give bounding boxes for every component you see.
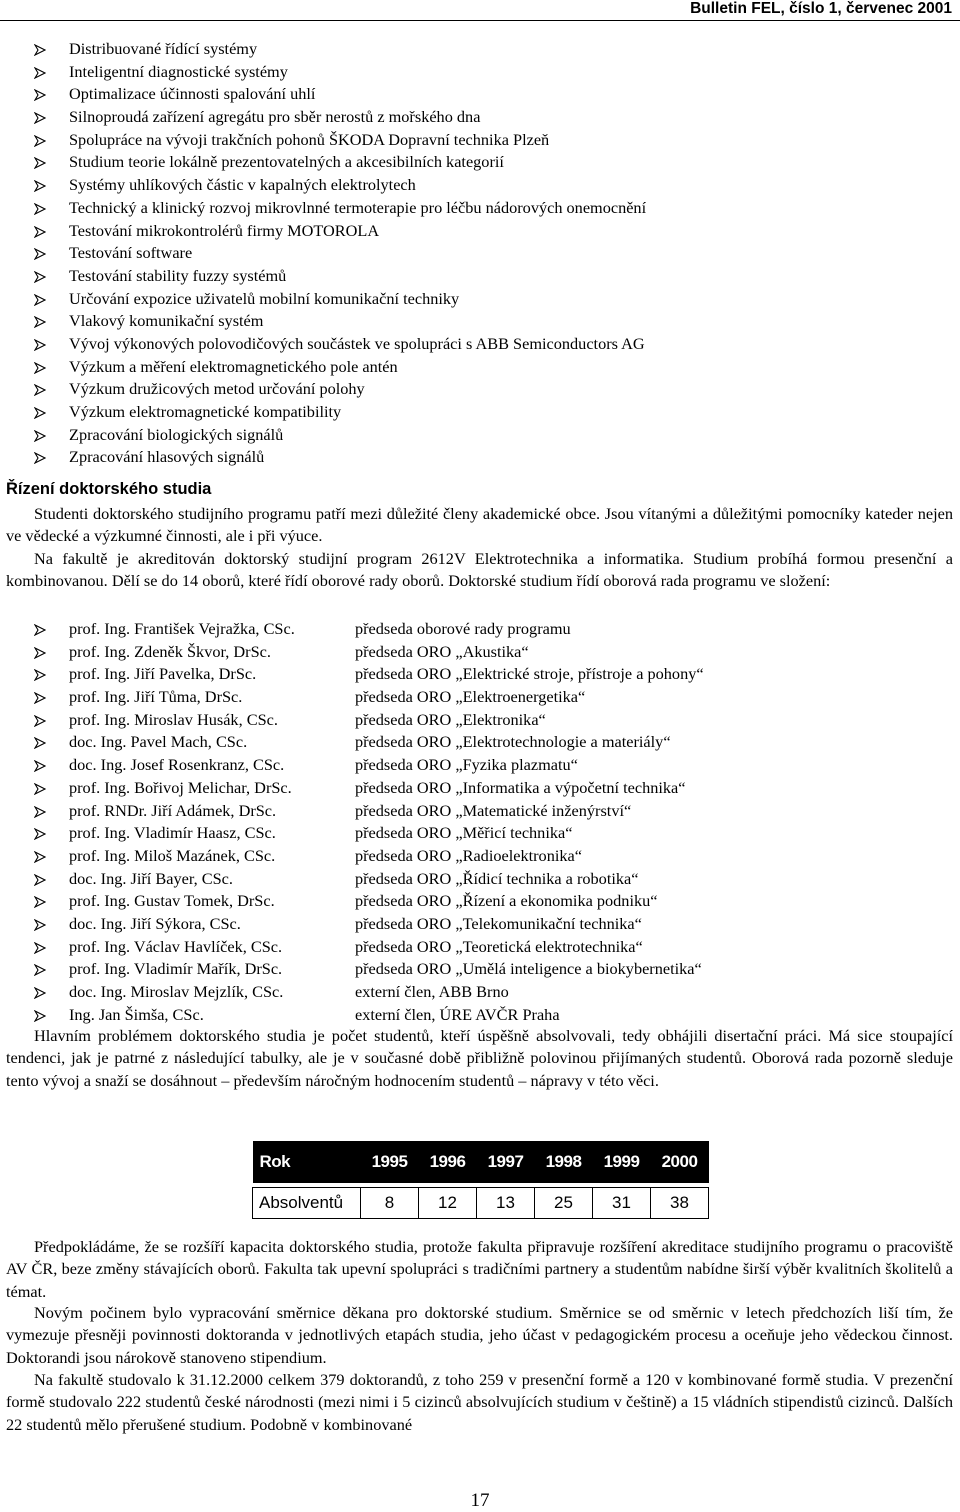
member-role: předseda ORO „Telekomunikační technika“: [355, 913, 642, 933]
topic-text: Inteligentní diagnostické systémy: [69, 61, 288, 81]
topic-text: Výzkum elektromagnetické kompatibility: [69, 402, 342, 421]
topic-text: Testování stability fuzzy systémů: [69, 265, 287, 285]
arrow-bullet-icon: [34, 715, 46, 727]
table-cell: 13: [477, 1188, 535, 1219]
table-cell: 8: [361, 1188, 419, 1219]
member-role: externí člen, ABB Brno: [355, 982, 509, 1001]
arrow-bullet-icon: [34, 407, 46, 419]
member-name: prof. Ing. Bořivoj Melichar, DrSc.: [69, 777, 292, 797]
member-role: předseda ORO „Elektroenergetika“: [355, 687, 586, 707]
member-role: předseda ORO „Informatika a výpočetní technika“: [355, 777, 686, 797]
graduates-table: [252, 1141, 709, 1219]
arrow-bullet-icon: [34, 203, 46, 215]
arrow-bullet-icon: [34, 112, 46, 124]
header-rule: [0, 20, 960, 21]
table-cell: 38: [651, 1188, 709, 1219]
arrow-bullet-icon: [34, 828, 46, 840]
arrow-bullet-icon: [34, 316, 46, 328]
member-role: předseda ORO „Akustika“: [355, 641, 529, 661]
topic-text: Testování mikrokontrolérů firmy MOTOROLA: [69, 220, 380, 240]
arrow-bullet-icon: [34, 783, 46, 795]
topic-text: Vlakový komunikační systém: [69, 311, 264, 331]
arrow-bullet-icon: [34, 226, 46, 238]
member-name: prof. Ing. Vladimír Haasz, CSc.: [69, 823, 276, 843]
arrow-bullet-icon: [34, 135, 46, 147]
arrow-bullet-icon: [34, 692, 46, 704]
page-number: 17: [470, 1490, 490, 1511]
table-year: 2000: [651, 1141, 709, 1183]
arrow-bullet-icon: [34, 339, 46, 351]
member-name: prof. Ing. František Vejražka, CSc.: [69, 619, 295, 638]
member-role: předseda ORO „Elektrické stroje, přístroje a pohony“: [355, 664, 704, 684]
table-year: 1995: [361, 1141, 419, 1183]
paragraph-after-1: Předpokládáme, že se rozšíří kapacita doktorského studia, protože fakulta připravuje rozšíření akreditace studijního programu o pracoviště AV ČR, beze změny stávajících oborů. Fakulta tak upevní spolupráci s tradičními partnery a studentům nabídne širší výběr kvalitních školitelů a témat.: [6, 1237, 953, 1301]
section-heading: Řízení doktorského studia: [6, 480, 212, 498]
paragraph-intro-1: Studenti doktorského studijního programu patří mezi důležité členy akademické obce. Jsou vítanými a důležitými pomocníky kateder nejen ve vědecké a výzkumné činnosti, ale i při výuce.: [6, 504, 953, 546]
table-header-label: Rok: [253, 1141, 361, 1183]
arrow-bullet-icon: [34, 896, 46, 908]
topic-text: Spolupráce na vývoji trakčních pohonů ŠKODA Dopravní technika Plzeň: [69, 129, 550, 149]
arrow-bullet-icon: [34, 384, 46, 396]
arrow-bullet-icon: [34, 157, 46, 169]
topic-text: Vývoj výkonových polovodičových součástek ve spolupráci s ABB Semiconductors AG: [69, 333, 645, 353]
topic-text: Studium teorie lokálně prezentovatelných a akcesibilních kategorií: [69, 152, 504, 172]
member-name: doc. Ing. Miroslav Mejzlík, CSc.: [69, 982, 284, 1001]
arrow-bullet-icon: [34, 760, 46, 772]
member-role: předseda ORO „Radioelektronika“: [355, 845, 582, 865]
member-role: předseda oborové rady programu: [355, 619, 571, 638]
arrow-bullet-icon: [34, 919, 46, 931]
table-cell: 12: [419, 1188, 477, 1219]
member-name: prof. Ing. Zdeněk Škvor, DrSc.: [69, 641, 271, 661]
arrow-bullet-icon: [34, 987, 46, 999]
arrow-bullet-icon: [34, 806, 46, 818]
topic-text: Zpracování biologických signálů: [69, 424, 284, 444]
arrow-bullet-icon: [34, 430, 46, 442]
arrow-bullet-icon: [34, 851, 46, 863]
table-header-row: [253, 1141, 709, 1183]
member-role: předseda ORO „Fyzika plazmatu“: [355, 755, 578, 775]
topic-text: Optimalizace účinnosti spalování uhlí: [69, 84, 316, 104]
member-role: externí člen, ÚRE AVČR Praha: [355, 1004, 560, 1024]
arrow-bullet-icon: [34, 89, 46, 101]
arrow-bullet-icon: [34, 180, 46, 192]
arrow-bullet-icon: [34, 44, 46, 56]
arrow-bullet-icon: [34, 452, 46, 464]
member-name: prof. Ing. Miroslav Husák, CSc.: [69, 709, 278, 729]
member-role: předseda ORO „Řízení a ekonomika podniku“: [355, 891, 658, 911]
page-header-title: Bulletin FEL, číslo 1, červenec 2001: [690, 0, 952, 17]
arrow-bullet-icon: [34, 669, 46, 681]
arrow-bullet-icon: [34, 737, 46, 749]
member-name: prof. Ing. Miloš Mazánek, CSc.: [69, 845, 276, 865]
topic-text: Určování expozice uživatelů mobilní komunikační techniky: [69, 288, 460, 308]
topic-text: Výzkum a měření elektromagnetického pole antén: [69, 356, 398, 376]
paragraph-problem: Hlavním problémem doktorského studia je počet studentů, kteří úspěšně absolvovali, tedy obhájili disertační práci. Má sice stoupající tendenci, jak je patrné z následující tabulky, ale je v současné době přibližně polovinou přijímaných studentů. Oborová rada pozorně sleduje tento vývoj a snaží se dosáhnout – především náročným hodnocením studentů – nápravy v této věci.: [6, 1026, 953, 1090]
member-role: předseda ORO „Měřicí technika“: [355, 823, 573, 843]
table-cell: 25: [535, 1188, 593, 1219]
topic-text: Systémy uhlíkových částic v kapalných elektrolytech: [69, 175, 416, 195]
member-name: prof. Ing. Gustav Tomek, DrSc.: [69, 891, 275, 911]
member-name: prof. RNDr. Jiří Adámek, DrSc.: [69, 800, 277, 820]
arrow-bullet-icon: [34, 624, 46, 636]
member-role: předseda ORO „Elektrotechnologie a materiály“: [355, 732, 671, 752]
member-name: doc. Ing. Josef Rosenkranz, CSc.: [69, 755, 285, 775]
arrow-bullet-icon: [34, 964, 46, 976]
member-name: doc. Ing. Jiří Sýkora, CSc.: [69, 913, 241, 933]
topic-text: Silnoproudá zařízení agregátu pro sběr nerostů z mořského dna: [69, 107, 481, 127]
topic-text: Distribuované řídící systémy: [69, 39, 258, 58]
member-name: prof. Ing. Jiří Tůma, DrSc.: [69, 687, 243, 707]
member-role: předseda ORO „Elektronika“: [355, 709, 546, 729]
table-row: [253, 1188, 709, 1219]
table-row-label: Absolventů: [253, 1188, 361, 1219]
member-name: doc. Ing. Pavel Mach, CSc.: [69, 732, 248, 752]
member-name: prof. Ing. Vladimír Mařík, DrSc.: [69, 959, 283, 979]
paragraph-after-2: Novým počinem bylo vypracování směrnice děkana pro doktorské studium. Směrnice se od směrnic v letech předchozích liší tím, že vymezuje přesněji povinnosti doktoranda v jednotlivých etapách studia, jeho účast v pedagogickém procesu a oceňuje jeho vědeckou činnost. Doktorandi jsou nárokově stanoveno stipendium.: [6, 1303, 953, 1367]
table-cell: 31: [593, 1188, 651, 1219]
member-name: Ing. Jan Šimša, CSc.: [69, 1004, 204, 1024]
member-name: prof. Ing. Jiří Pavelka, DrSc.: [69, 664, 257, 684]
arrow-bullet-icon: [34, 67, 46, 79]
arrow-bullet-icon: [34, 294, 46, 306]
table-year: 1998: [535, 1141, 593, 1183]
table-year: 1996: [419, 1141, 477, 1183]
arrow-bullet-icon: [34, 271, 46, 283]
arrow-bullet-icon: [34, 1010, 46, 1022]
member-name: prof. Ing. Václav Havlíček, CSc.: [69, 936, 283, 956]
paragraph-after-3: Na fakultě studovalo k 31.12.2000 celkem 379 doktorandů, z toho 259 v presenční formě a 120 v kombinované formě studia. V prezenční formě studovalo 222 studentů české národnosti (mezi nimi i 5 cizinců absolvujících studium v češtině) a 15 vládních stipendistů cizinců. Dalších 22 studentů mělo přerušené studium. Podobně v kombinované: [6, 1370, 953, 1434]
table-year: 1997: [477, 1141, 535, 1183]
topic-text: Technický a klinický rozvoj mikrovlnné termoterapie pro léčbu nádorových onemocnění: [69, 197, 647, 217]
topic-text: Testování software: [69, 243, 193, 263]
arrow-bullet-icon: [34, 874, 46, 886]
topic-text: Zpracování hlasových signálů: [69, 447, 265, 467]
arrow-bullet-icon: [34, 647, 46, 659]
arrow-bullet-icon: [34, 248, 46, 260]
member-name: doc. Ing. Jiří Bayer, CSc.: [69, 868, 233, 888]
arrow-bullet-icon: [34, 942, 46, 954]
arrow-bullet-icon: [34, 362, 46, 374]
topic-text: Výzkum družicových metod určování polohy: [69, 379, 365, 399]
member-role: předseda ORO „Teoretická elektrotechnika“: [355, 936, 643, 956]
member-role: předseda ORO „Umělá inteligence a biokybernetika“: [355, 959, 702, 979]
member-role: předseda ORO „Řídicí technika a robotika“: [355, 868, 639, 888]
paragraph-intro-2: Na fakultě je akreditován doktorský studijní program 2612V Elektrotechnika a informatika. Studium probíhá formou presenční a kombinovanou. Dělí se do 14 oborů, které řídí oborové rady oborů. Doktorské studium řídí oborová rada programu ve složení:: [6, 549, 953, 591]
table-year: 1999: [593, 1141, 651, 1183]
member-role: předseda ORO „Matematické inženýrství“: [355, 800, 632, 820]
